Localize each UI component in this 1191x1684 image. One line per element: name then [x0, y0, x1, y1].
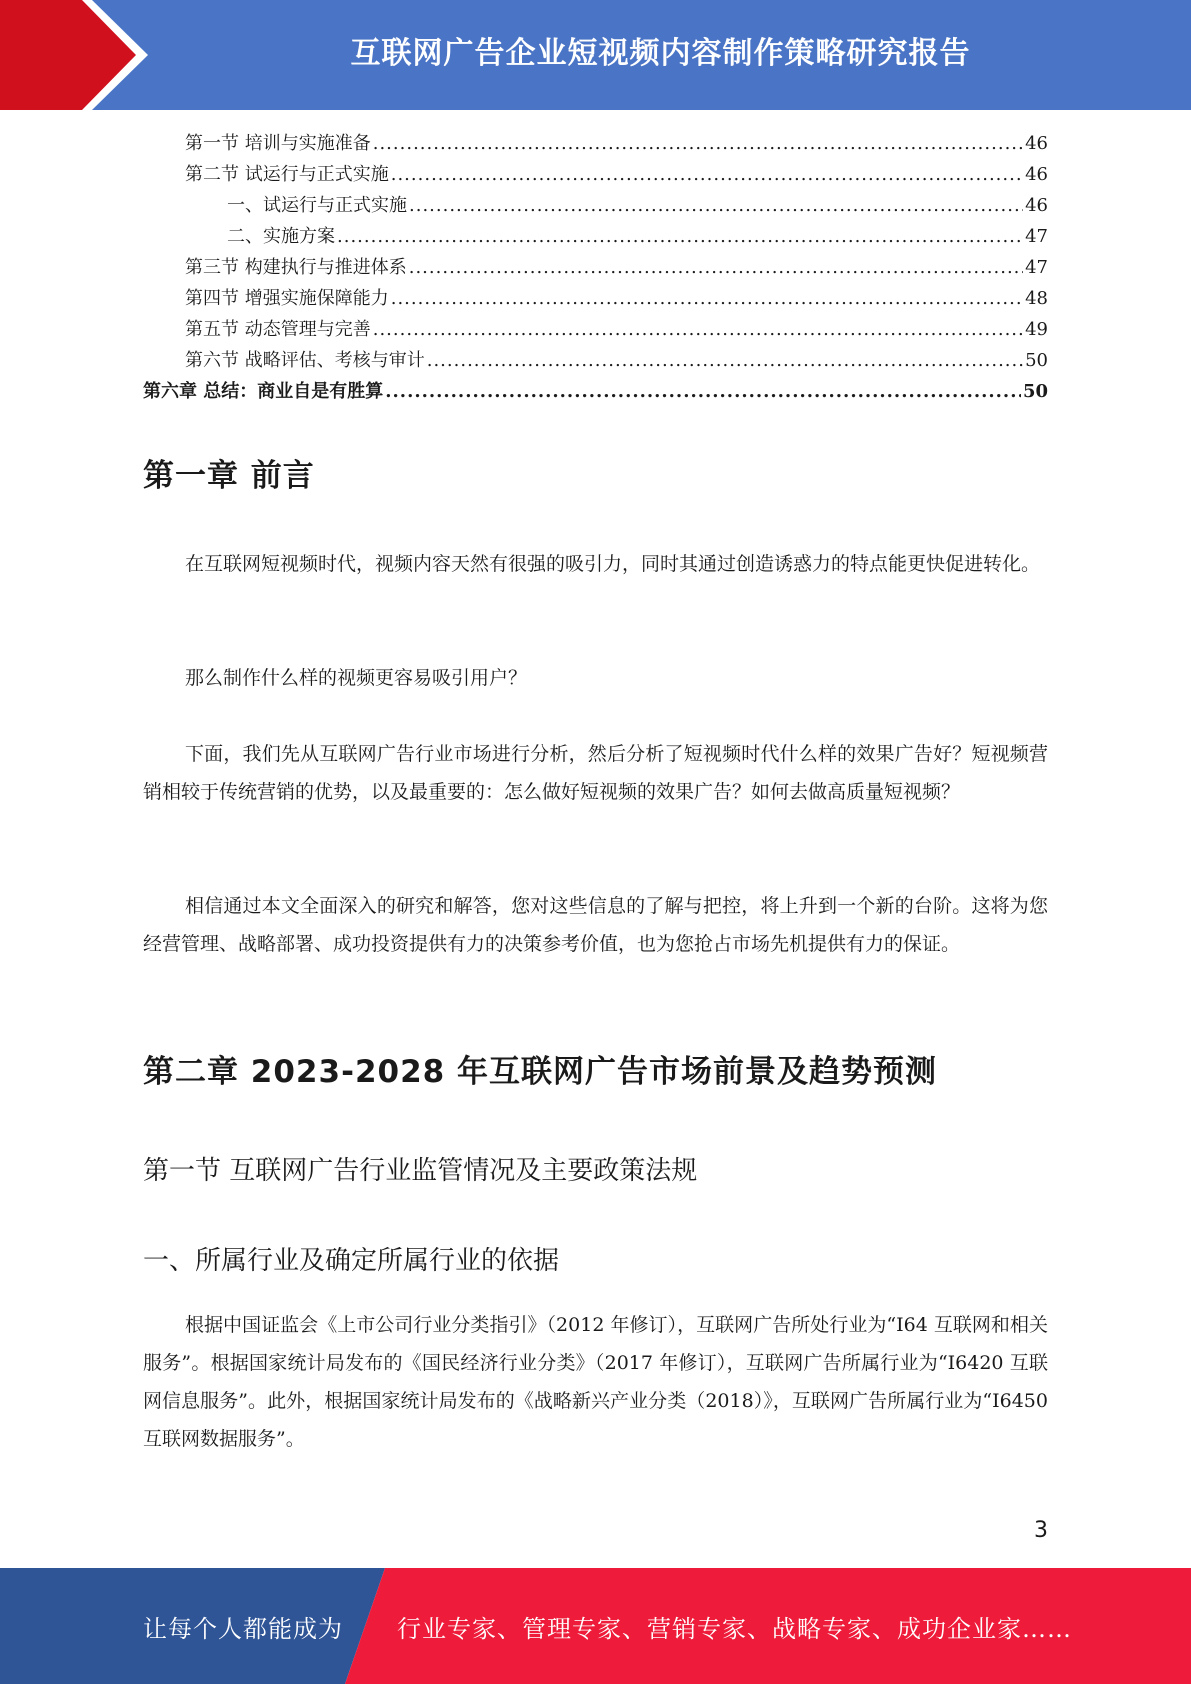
report-title: 互联网广告企业短视频内容制作策略研究报告: [350, 36, 971, 71]
toc-entry-page: 46: [1025, 133, 1048, 154]
toc-entry-page: 49: [1025, 319, 1048, 340]
toc-entry-page: 46: [1025, 164, 1048, 185]
chapter-2-heading: 第二章 2023-2028 年互联网广告市场前景及趋势预测: [143, 1054, 938, 1090]
toc-entry-label: 第六章 总结：商业自是有胜算: [143, 381, 384, 402]
footer-slogan-right: 行业专家、管理专家、营销专家、战略专家、成功企业家……: [397, 1614, 1072, 1643]
toc-entry-label: 第五节 动态管理与完善: [185, 319, 371, 340]
footer-slogan-left: 让每个人都能成为: [143, 1614, 343, 1643]
page-footer: [0, 1568, 1191, 1684]
toc-leader-dots: [373, 314, 1023, 345]
section-heading: 第一节 互联网广告行业监管情况及主要政策法规: [143, 1156, 698, 1186]
toc-entry-label: 第一节 培训与实施准备: [185, 133, 371, 154]
toc-leader-dots: [373, 128, 1023, 159]
toc-leader-dots: [409, 190, 1023, 221]
chapter-1-paragraph-3: 下面，我们先从互联网广告行业市场进行分析，然后分析了短视频时代什么样的效果广告好？短视频营销相较于传统营销的优势，以及最重要的：怎么做好短视频的效果广告？如何去做高质量短视频？: [143, 743, 1048, 803]
toc-leader-dots: [391, 159, 1023, 190]
toc-leader-dots: [385, 376, 1021, 407]
toc-entry[interactable]: [143, 128, 1048, 159]
chapter-2-paragraph-1: 根据中国证监会《上市公司行业分类指引》（2012 年修订），互联网广告所处行业为“I64 互联网和相关服务”。根据国家统计局发布的《国民经济行业分类》（2017 年修订），互联网广告所属行业为“I6420 互联网信息服务”。此外，根据国家统计局发布的《战略新兴产业分类（2018）》，互联网广告所属行业为“I6450 互联网数据服务”。: [143, 1314, 1048, 1450]
toc-leader-dots: [337, 221, 1023, 252]
toc-entry[interactable]: [143, 314, 1048, 345]
toc-entry-page: 48: [1025, 288, 1048, 309]
toc-entry-label: 第六节 战略评估、考核与审计: [185, 350, 425, 371]
toc-entry-page: 50: [1025, 350, 1048, 371]
toc-entry-label: 第三节 构建执行与推进体系: [185, 257, 407, 278]
toc-entry-label: 第二节 试运行与正式实施: [185, 164, 389, 185]
chapter-1-paragraph-2: 那么制作什么样的视频更容易吸引用户？: [185, 667, 528, 689]
toc-leader-dots: [409, 252, 1023, 283]
toc-entry-label: 一、试运行与正式实施: [227, 195, 407, 216]
page-number: 3: [1034, 1518, 1048, 1543]
chapter-1-paragraph-4: 相信通过本文全面深入的研究和解答，您对这些信息的了解与把控，将上升到一个新的台阶。这将为您经营管理、战略部署、成功投资提供有力的决策参考价值，也为您抢占市场先机提供有力的保证。: [143, 895, 1048, 955]
toc-entry-label: 第四节 增强实施保障能力: [185, 288, 389, 309]
toc-entry-page: 46: [1025, 195, 1048, 216]
toc-entry[interactable]: [143, 376, 1048, 407]
toc-entry-label: 二、实施方案: [227, 226, 335, 247]
toc-entry-page: 47: [1025, 226, 1048, 247]
page-header: [0, 0, 1191, 110]
toc-leader-dots: [427, 345, 1023, 376]
subsection-heading: 一、所属行业及确定所属行业的依据: [143, 1246, 560, 1276]
chapter-1-paragraph-1: 在互联网短视频时代，视频内容天然有很强的吸引力，同时其通过创造诱惑力的特点能更快促进转化。: [185, 553, 1041, 575]
toc-entry[interactable]: [143, 252, 1048, 283]
toc-entry[interactable]: [143, 159, 1048, 190]
toc-entry[interactable]: [143, 190, 1048, 221]
toc-entry[interactable]: [143, 283, 1048, 314]
toc-entry-page: 47: [1025, 257, 1048, 278]
chapter-1-heading: 第一章 前言: [143, 458, 315, 494]
red-arrow-decoration: [0, 0, 160, 110]
toc-entry[interactable]: [143, 345, 1048, 376]
toc-leader-dots: [391, 283, 1023, 314]
table-of-contents: [143, 128, 1048, 407]
toc-entry[interactable]: [143, 221, 1048, 252]
toc-entry-page: 50: [1022, 381, 1048, 402]
